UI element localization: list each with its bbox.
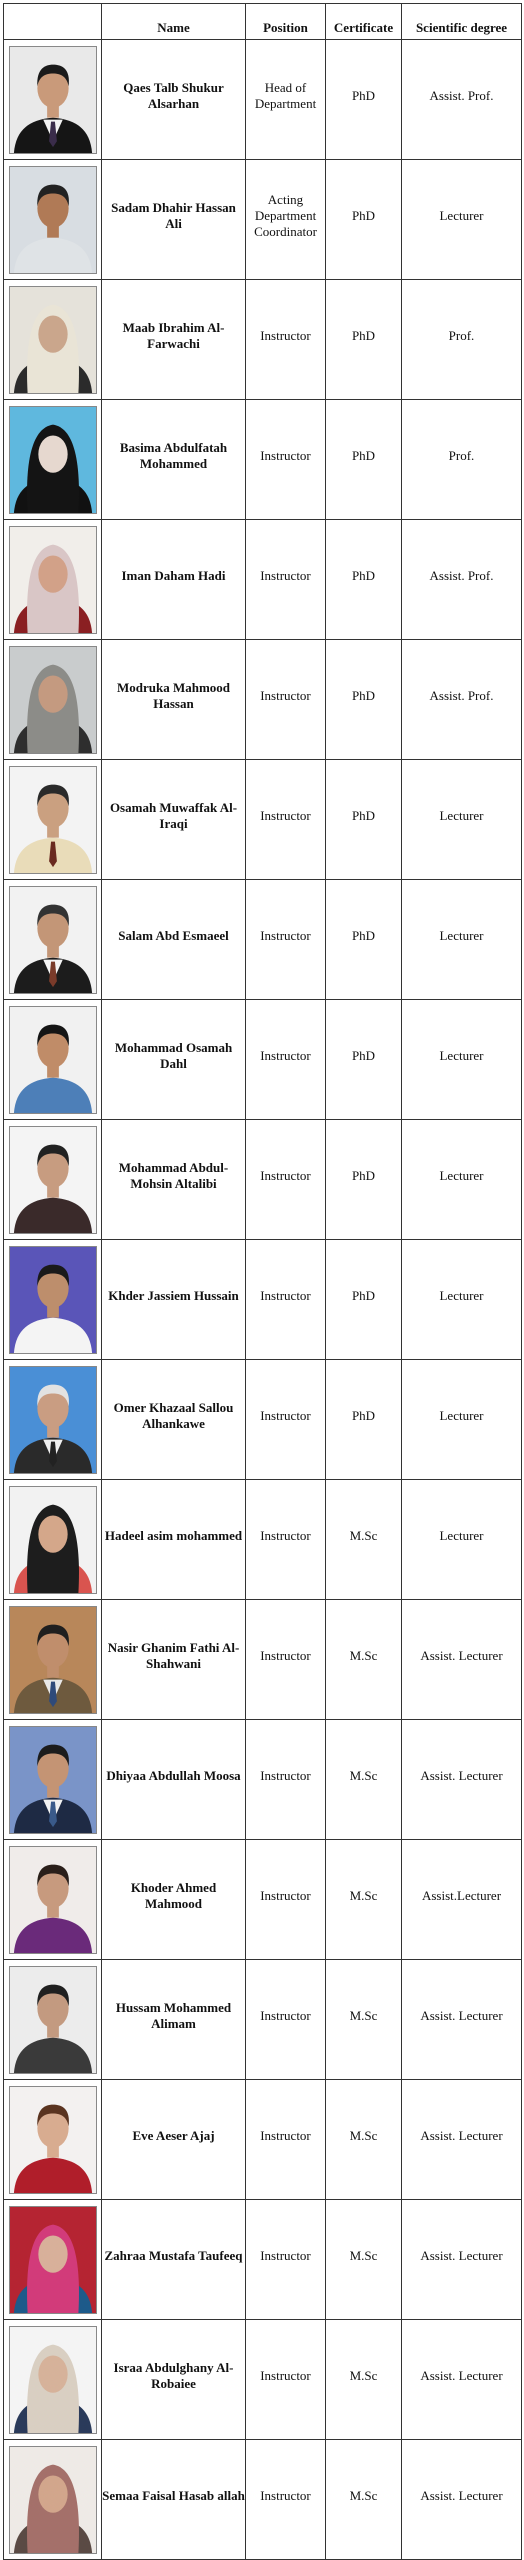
header-certificate: Certificate [326,4,402,40]
staff-scientific-degree: Lecturer [439,1287,484,1303]
staff-position-cell [246,160,326,280]
staff-certificate: PhD [351,327,376,343]
staff-position-cell [246,1120,326,1240]
staff-certificate-cell [326,520,402,640]
header-name: Name [102,4,246,40]
staff-certificate: M.Sc [349,2127,378,2143]
staff-photo [9,2446,97,2554]
staff-name: Basima Abdulfatah Mohammed [119,439,228,471]
staff-certificate: PhD [351,1287,376,1303]
staff-name: Sadam Dhahir Hassan Ali [111,199,236,231]
photo-cell [4,1720,102,1840]
staff-position: Instructor [260,1167,311,1183]
staff-scientific-degree: Assist. Lecturer [420,2247,503,2263]
staff-name: Qaes Talb Shukur Alsarhan [123,79,224,111]
staff-scientific-degree-cell [402,2200,522,2320]
portrait-icon [10,1727,96,1833]
header-position: Position [246,4,326,40]
staff-name-cell [102,1120,246,1240]
staff-name-cell [102,1840,246,1960]
table-row [4,1120,522,1240]
portrait-face [38,555,67,592]
staff-scientific-degree-cell [402,1960,522,2080]
staff-position: Instructor [260,687,311,703]
staff-scientific-degree: Prof. [448,327,475,343]
staff-photo [9,1486,97,1594]
portrait-icon [10,647,96,753]
table-row [4,400,522,520]
staff-position-cell [246,1240,326,1360]
staff-certificate-cell [326,2320,402,2440]
staff-certificate: PhD [351,447,376,463]
staff-certificate-cell [326,1840,402,1960]
staff-certificate-cell [326,160,402,280]
staff-photo [9,46,97,154]
staff-photo [9,1846,97,1954]
staff-name: Iman Daham Hadi [121,567,226,583]
staff-scientific-degree: Assist. Lecturer [420,2367,503,2383]
staff-certificate: PhD [351,687,376,703]
staff-certificate: PhD [351,1167,376,1183]
staff-photo [9,1246,97,1354]
staff-position: Instructor [260,327,311,343]
staff-position: Instructor [260,1767,311,1783]
staff-scientific-degree: Assist.Lecturer [421,1887,502,1903]
staff-scientific-degree: Lecturer [439,1527,484,1543]
staff-photo [9,1606,97,1714]
portrait-icon [10,2207,96,2313]
staff-position: Instructor [260,1287,311,1303]
staff-scientific-degree: Assist. Lecturer [420,2007,503,2023]
staff-photo [9,2326,97,2434]
staff-position: Acting Department Coordinator [254,191,317,239]
portrait-icon [10,407,96,513]
staff-name-cell [102,1360,246,1480]
staff-name: Hadeel asim mohammed [104,1527,243,1543]
staff-position: Instructor [260,2487,311,2503]
portrait-icon [10,167,96,273]
photo-cell [4,2080,102,2200]
staff-scientific-degree-cell [402,2440,522,2560]
staff-certificate: PhD [351,807,376,823]
table-row [4,1000,522,1120]
staff-certificate-cell [326,1000,402,1120]
staff-scientific-degree: Assist. Lecturer [420,1647,503,1663]
staff-scientific-degree-cell [402,760,522,880]
photo-cell [4,1360,102,1480]
portrait-icon [10,1247,96,1353]
staff-certificate-cell [326,1120,402,1240]
staff-photo [9,1006,97,1114]
portrait-face [38,2235,67,2272]
staff-photo [9,1366,97,1474]
staff-position-cell [246,2200,326,2320]
staff-certificate-cell [326,640,402,760]
staff-scientific-degree-cell [402,1000,522,1120]
staff-scientific-degree-cell [402,1480,522,1600]
portrait-icon [10,2327,96,2433]
staff-position: Instructor [260,2007,311,2023]
staff-name: Dhiyaa Abdullah Moosa [106,1767,241,1783]
portrait-icon [10,1967,96,2073]
staff-position-cell [246,1960,326,2080]
photo-cell [4,1120,102,1240]
staff-position-cell [246,1480,326,1600]
staff-name: Semaa Faisal Hasab allah [102,2487,245,2503]
staff-position-cell [246,1720,326,1840]
staff-photo [9,526,97,634]
staff-scientific-degree-cell [402,1720,522,1840]
staff-certificate: PhD [351,1407,376,1423]
staff-certificate: M.Sc [349,2487,378,2503]
staff-name: Khder Jassiem Hussain [108,1287,239,1303]
staff-scientific-degree: Prof. [448,447,475,463]
staff-scientific-degree-cell [402,1120,522,1240]
photo-cell [4,2200,102,2320]
staff-scientific-degree-cell [402,2080,522,2200]
staff-name-cell [102,1000,246,1120]
portrait-icon [10,527,96,633]
staff-certificate-cell [326,1720,402,1840]
portrait-face [38,435,67,472]
photo-cell [4,280,102,400]
staff-name-cell [102,880,246,1000]
staff-position-cell [246,640,326,760]
staff-name-cell [102,40,246,160]
staff-scientific-degree: Assist. Lecturer [420,2127,503,2143]
portrait-icon [10,2447,96,2553]
staff-position-cell [246,2320,326,2440]
table-row [4,1600,522,1720]
staff-photo [9,406,97,514]
staff-certificate-cell [326,400,402,520]
portrait-icon [10,1607,96,1713]
staff-position: Head of Department [254,79,317,111]
staff-name-cell [102,1480,246,1600]
staff-certificate: PhD [351,207,376,223]
staff-position: Instructor [260,1527,311,1543]
staff-name: Hussam Mohammed Alimam [115,1999,232,2031]
staff-name: Khoder Ahmed Mahmood [130,1879,217,1911]
staff-position: Instructor [260,1407,311,1423]
table-row [4,280,522,400]
staff-scientific-degree: Assist. Lecturer [420,1767,503,1783]
table-row [4,1240,522,1360]
table-row [4,40,522,160]
table-row [4,640,522,760]
staff-name: Eve Aeser Ajaj [132,2127,215,2143]
staff-scientific-degree-cell [402,1360,522,1480]
staff-certificate-cell [326,1360,402,1480]
staff-scientific-degree: Lecturer [439,807,484,823]
staff-scientific-degree-cell [402,40,522,160]
staff-scientific-degree-cell [402,160,522,280]
staff-scientific-degree: Lecturer [439,1047,484,1063]
staff-position: Instructor [260,927,311,943]
portrait-icon [10,767,96,873]
staff-photo [9,1966,97,2074]
portrait-icon [10,1847,96,1953]
staff-certificate: M.Sc [349,2367,378,2383]
staff-certificate: M.Sc [349,1887,378,1903]
portrait-icon [10,287,96,393]
staff-scientific-degree-cell [402,280,522,400]
photo-cell [4,1840,102,1960]
staff-certificate: PhD [351,567,376,583]
photo-cell [4,2440,102,2560]
staff-photo [9,646,97,754]
staff-scientific-degree: Lecturer [439,207,484,223]
table-row [4,520,522,640]
staff-position-cell [246,40,326,160]
table-row [4,1720,522,1840]
staff-name: Omer Khazaal Sallou Alhankawe [113,1399,234,1431]
staff-photo [9,166,97,274]
header-scientific-degree: Scientific degree [402,4,522,40]
staff-position: Instructor [260,807,311,823]
staff-position-cell [246,1000,326,1120]
staff-name-cell [102,520,246,640]
staff-name: Israa Abdulghany Al-Robaiee [113,2359,234,2391]
staff-name: Mohammad Abdul-Mohsin Altalibi [118,1159,229,1191]
staff-position: Instructor [260,2367,311,2383]
staff-table-body [4,40,522,2560]
staff-certificate: M.Sc [349,1527,378,1543]
staff-scientific-degree-cell [402,1240,522,1360]
portrait-icon [10,887,96,993]
staff-photo [9,2086,97,2194]
staff-position: Instructor [260,567,311,583]
photo-cell [4,40,102,160]
portrait-icon [10,2087,96,2193]
table-row [4,1840,522,1960]
staff-position-cell [246,760,326,880]
staff-name-cell [102,160,246,280]
table-row [4,1960,522,2080]
staff-scientific-degree-cell [402,880,522,1000]
staff-certificate: M.Sc [349,2247,378,2263]
staff-certificate: PhD [351,1047,376,1063]
staff-name-cell [102,640,246,760]
staff-position: Instructor [260,447,311,463]
staff-name: Salam Abd Esmaeel [118,927,229,943]
staff-photo [9,1126,97,1234]
photo-cell [4,400,102,520]
staff-name-cell [102,760,246,880]
staff-photo [9,766,97,874]
portrait-face [38,1515,67,1552]
table-row [4,2200,522,2320]
staff-name: Modruka Mahmood Hassan [116,679,231,711]
table-row [4,760,522,880]
staff-name-cell [102,1600,246,1720]
staff-position: Instructor [260,1887,311,1903]
table-row [4,2080,522,2200]
staff-scientific-degree: Lecturer [439,927,484,943]
staff-certificate-cell [326,2440,402,2560]
staff-position-cell [246,1360,326,1480]
portrait-face [38,2355,67,2392]
staff-name-cell [102,1720,246,1840]
staff-position-cell [246,1840,326,1960]
portrait-face [38,675,67,712]
photo-cell [4,1960,102,2080]
staff-certificate: PhD [351,87,376,103]
staff-name-cell [102,2320,246,2440]
staff-scientific-degree: Lecturer [439,1407,484,1423]
portrait-face [38,315,67,352]
staff-name: Osamah Muwaffak Al-Iraqi [109,799,238,831]
staff-name-cell [102,2200,246,2320]
staff-position: Instructor [260,2127,311,2143]
staff-certificate-cell [326,1960,402,2080]
staff-certificate: M.Sc [349,1767,378,1783]
portrait-icon [10,1367,96,1473]
staff-certificate-cell [326,2080,402,2200]
staff-certificate-cell [326,40,402,160]
staff-certificate: M.Sc [349,2007,378,2023]
staff-position-cell [246,280,326,400]
photo-cell [4,2320,102,2440]
photo-cell [4,160,102,280]
staff-certificate-cell [326,2200,402,2320]
staff-photo [9,886,97,994]
portrait-face [38,2475,67,2512]
staff-name: Nasir Ghanim Fathi Al-Shahwani [107,1639,240,1671]
staff-position-cell [246,2440,326,2560]
staff-scientific-degree: Assist. Lecturer [420,2487,503,2503]
staff-name-cell [102,1240,246,1360]
photo-cell [4,520,102,640]
photo-cell [4,880,102,1000]
table-row [4,1360,522,1480]
staff-photo [9,2206,97,2314]
header-photo [4,4,102,40]
staff-position-cell [246,880,326,1000]
staff-photo [9,286,97,394]
staff-name: Mohammad Osamah Dahl [114,1039,233,1071]
staff-certificate-cell [326,1240,402,1360]
staff-scientific-degree: Assist. Prof. [429,567,494,583]
staff-certificate-cell [326,1600,402,1720]
staff-scientific-degree-cell [402,2320,522,2440]
staff-scientific-degree-cell [402,400,522,520]
staff-certificate-cell [326,280,402,400]
staff-position-cell [246,1600,326,1720]
staff-name-cell [102,2440,246,2560]
staff-scientific-degree-cell [402,1600,522,1720]
staff-photo [9,1726,97,1834]
portrait-icon [10,1487,96,1593]
table-row [4,2320,522,2440]
staff-position-cell [246,400,326,520]
portrait-icon [10,47,96,153]
photo-cell [4,640,102,760]
photo-cell [4,1000,102,1120]
staff-certificate-cell [326,880,402,1000]
table-row [4,2440,522,2560]
photo-cell [4,1480,102,1600]
staff-certificate: M.Sc [349,1647,378,1663]
staff-position: Instructor [260,2247,311,2263]
table-row [4,880,522,1000]
staff-scientific-degree: Assist. Prof. [429,687,494,703]
staff-scientific-degree: Assist. Prof. [429,87,494,103]
staff-scientific-degree-cell [402,640,522,760]
staff-scientific-degree-cell [402,1840,522,1960]
staff-certificate: PhD [351,927,376,943]
staff-name: Zahraa Mustafa Taufeeq [104,2247,243,2263]
photo-cell [4,760,102,880]
staff-scientific-degree: Lecturer [439,1167,484,1183]
staff-name-cell [102,2080,246,2200]
portrait-icon [10,1127,96,1233]
photo-cell [4,1600,102,1720]
staff-name-cell [102,280,246,400]
table-header-row [4,4,522,40]
table-row [4,1480,522,1600]
staff-certificate-cell [326,760,402,880]
staff-position-cell [246,2080,326,2200]
staff-name-cell [102,400,246,520]
staff-position: Instructor [260,1047,311,1063]
photo-cell [4,1240,102,1360]
staff-position-cell [246,520,326,640]
staff-scientific-degree-cell [402,520,522,640]
staff-name: Maab Ibrahim Al-Farwachi [122,319,225,351]
portrait-icon [10,1007,96,1113]
staff-name-cell [102,1960,246,2080]
staff-table [3,3,522,2560]
table-row [4,160,522,280]
staff-certificate-cell [326,1480,402,1600]
staff-position: Instructor [260,1647,311,1663]
